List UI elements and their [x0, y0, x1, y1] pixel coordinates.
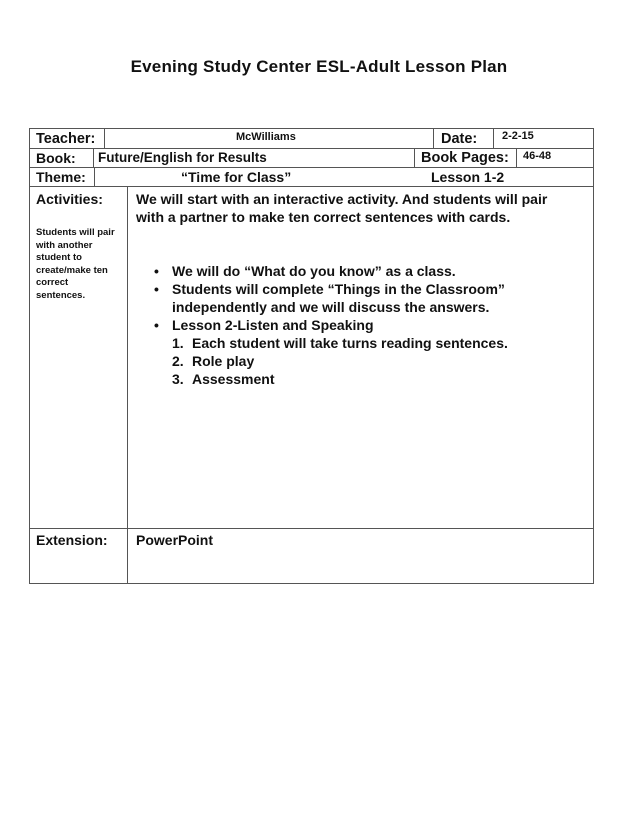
table-rule [94, 167, 95, 186]
list-item [172, 370, 592, 388]
activities-note-line: Students will pair [36, 227, 115, 238]
list-item-text: Assessment [192, 371, 275, 387]
list-item-text: independently and we will discuss the answers. [172, 299, 490, 315]
activities-label: Activities: [36, 191, 103, 207]
book-pages-value: 46-48 [523, 150, 552, 162]
bullet-icon: • [154, 317, 159, 333]
list-item-text: We will do “What do you know” as a class. [172, 263, 456, 279]
bullet-icon: • [154, 263, 159, 279]
table-rule [414, 148, 415, 167]
list-item [172, 334, 592, 352]
activities-bullet-list [154, 262, 584, 334]
list-item-text: Students will complete “Things in the Classroom” [172, 281, 505, 297]
extension-label: Extension: [36, 532, 108, 548]
book-value: Future/English for Results [98, 150, 267, 165]
activities-intro-line: We will start with an interactive activity. And students will pair [136, 191, 548, 207]
list-item-text: Role play [192, 353, 255, 369]
activities-note [36, 227, 126, 302]
book-pages-label: Book Pages: [421, 150, 509, 166]
date-value: 2-2-15 [502, 130, 534, 142]
list-number: 2. [172, 353, 184, 369]
list-item [154, 280, 584, 316]
activities-note-line: correct [36, 277, 69, 288]
list-number: 1. [172, 335, 184, 351]
theme-label: Theme: [36, 169, 86, 185]
table-rule [433, 128, 434, 148]
activities-note-line: with another [36, 239, 93, 251]
list-item [154, 262, 584, 280]
list-item-text: Each student will take turns reading sentences. [192, 335, 508, 351]
table-rule [29, 528, 594, 529]
table-rule [104, 128, 105, 148]
table-rule [127, 186, 128, 584]
lesson-value: Lesson 1-2 [431, 169, 505, 185]
activities-intro [136, 190, 591, 226]
activities-note-line: create/make ten [36, 264, 108, 276]
theme-value: “Time for Class” [181, 169, 292, 185]
date-label: Date: [441, 131, 478, 147]
activities-numbered-list [172, 334, 592, 388]
activities-note-line: student to [36, 252, 82, 263]
teacher-value: McWilliams [236, 131, 296, 143]
list-item [154, 316, 584, 334]
activities-note-line: sentences. [36, 289, 86, 301]
table-rule [493, 128, 494, 148]
table-border-bottom [29, 583, 594, 584]
table-border-left [29, 128, 30, 584]
teacher-label: Teacher: [36, 131, 96, 147]
bullet-icon: • [154, 281, 159, 297]
page-title: Evening Study Center ESL-Adult Lesson Plan [130, 57, 508, 76]
table-rule [29, 186, 594, 187]
list-item-text: Lesson 2-Listen and Speaking [172, 317, 374, 333]
list-item [172, 352, 592, 370]
table-rule [29, 148, 594, 149]
table-border-right [593, 128, 594, 584]
table-rule [29, 167, 594, 168]
table-border-top [29, 128, 594, 129]
table-rule [93, 148, 94, 167]
list-number: 3. [172, 371, 184, 387]
extension-value: PowerPoint [136, 532, 214, 548]
activities-intro-line: with a partner to make ten correct sentences with cards. [136, 209, 511, 225]
book-label: Book: [36, 150, 76, 166]
table-rule [516, 148, 517, 167]
